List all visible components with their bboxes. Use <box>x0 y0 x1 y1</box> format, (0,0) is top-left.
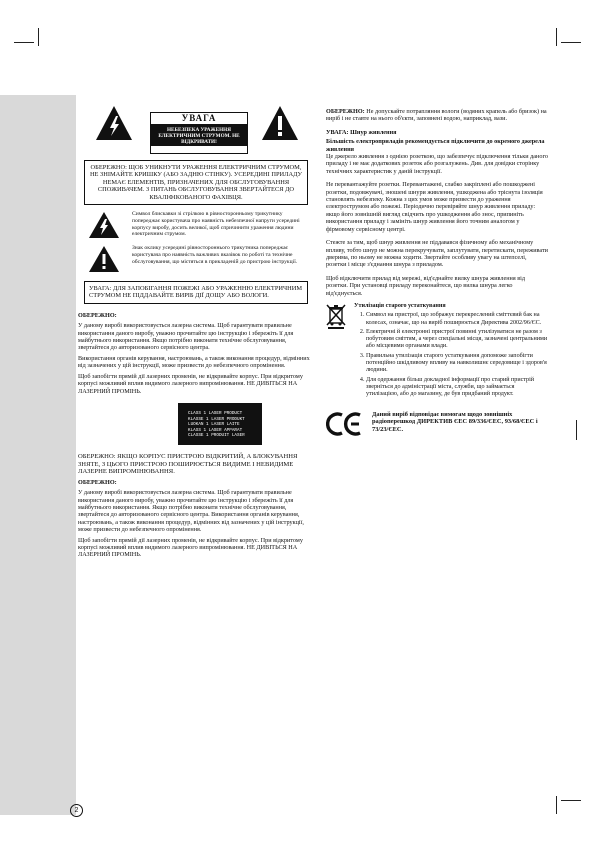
laser-label-line: LUOKAN 1 LASER LAITE <box>188 422 240 428</box>
crop-mark <box>38 28 39 46</box>
ce-mark-icon <box>326 411 364 437</box>
ce-compliance <box>326 411 548 439</box>
list-item: 1. Символ на пристрої, що зображує перекреслений сміттєвий бак на колесах, означає, що на виріб поширюється Директива 2002/96/ЄС. <box>366 312 548 327</box>
power-cord-paragraph: Це джерело живлення з однією розеткою, що забезпечує підключення тільки даного приладу і не має додаткових розеток або розгалужень. Див. для довідки сторінку технічних характеристик у даній інструкції. <box>326 153 548 175</box>
fire-warning-box: УВАГА: ДЛЯ ЗАПОБІГАННЯ ПОЖЕЖІ АБО УРАЖЕННЮ ЕЛЕКТРИЧНИМ СТРУМОМ НЕ ПІДДАВАЙТЕ ВИРІБ ДІЇ ДОЩУ АБО ВОЛОГИ. <box>84 281 308 304</box>
exclamation-text: Знак оклику усередині рівностороннього трикутника попереджає користувача про наявність важливих вказівок по роботі та технічне обслуговування, що містяться в прикладеній до пристрою інструкції. <box>132 245 298 265</box>
disposal-section <box>326 303 548 401</box>
disposal-list <box>354 312 548 398</box>
power-cord-subheading: Більшість електроприладів рекомендується підключити до окремого джерела живлення <box>326 138 545 153</box>
exclamation-icon <box>88 245 120 273</box>
list-item: 2. Електричні й електронні пристрої повинні утилізуватися не разом з побутовим сміттям, а через спеціальні місця, зазначені центральними або місцевими органами влади. <box>366 329 548 351</box>
crop-mark <box>556 28 557 46</box>
moisture-heading: ОБЕРЕЖНО: <box>326 108 365 115</box>
list-item: 3. Правильна утилізація старого устаткування допоможе запобігти потенційно шкідливому впливу на навколишнє середовище і здоров'я людини. <box>366 353 548 375</box>
list-item: 4. Для одержання більш докладної інформації про старий пристрій зверніться до адміністрації міста, служби, що займається утилізацією, або до магазину, де був придбаний продукт. <box>366 377 548 399</box>
crop-mark <box>556 796 557 814</box>
power-cord-paragraph: Не перевантажуйте розетки. Перевантажені, слабко закріплені або пошкоджені розетки, подовжувачі, зношені шнури живлення, ушкоджена або тріснута ізоляція становлять небезпеку. Кожна з цих умов може призвести до ураження електрострумом або пожежі. Періодично перевіряйте шнур живлення приладу: якщо його зовнішній вигляд свідчить про ушкодження або знос, припиніть використання приладу і замініть шнур живлення його точним аналогом у фірмовому сервісному центрі. <box>326 181 543 233</box>
disposal-body <box>354 303 548 401</box>
caution-paragraph: Щоб запобігти прямій дії лазерних променів, не відкривайте корпус. При відкритому корпусі можливий вплив видимого лазерного випромінювання. НЕ ДИВІТЬСЯ НА ЛАЗЕРНИЙ ПРОМІНЬ. <box>78 536 303 559</box>
crop-mark <box>561 800 581 801</box>
caution-heading: ОБЕРЕЖНО: <box>78 478 117 486</box>
lightning-explanation <box>78 211 314 239</box>
laser-label-line: KLASSE 1 LASER PRODUKT <box>188 416 245 422</box>
lightning-text: Символ блискавки зі стрілкою в рівносторонньому трикутнику попереджає користувача про наявність небезпечної напруги усередині корпусу виробу, досить великої, щоб спричинити ураження людини електричним струмом. <box>132 211 300 238</box>
laser-label-line: CLASS 1 LASER PRODUCT <box>188 410 243 416</box>
page-number: 2 <box>70 804 83 817</box>
crop-mark <box>561 42 581 43</box>
caution-paragraph: У даному виробі використовується лазерна система. Щоб гарантувати правильне використання даного виробу, уважно прочитайте цю інструкцію і збережіть її для майбутнього використання. Якщо потрібно виконати технічне обслуговування, звертайтеся до авторизованого сервісного центра. Використання органів керування, настроювань, а також виконання процедур, відмінних від зазначених у цій інструкції, може призвести до небезпечного опромінення. <box>78 489 304 534</box>
right-column <box>326 108 548 439</box>
caution-box: ОБЕРЕЖНО: ЩОБ УНИКНУТИ УРАЖЕННЯ ЕЛЕКТРИЧНИМ СТРУМОМ, НЕ ЗНІМАЙТЕ КРИШКУ (АБО ЗАДНЮ СТІНКУ). УСЕРЕДИНІ ПРИЛАДУ НЕМАЄ ЕЛЕМЕНТІВ, ПРИЗНАЧЕНИХ ДЛЯ ОБСЛУГОВУВАННЯ СПОЖИВАЧЕМ. З ПИТАНЬ ОБСЛУГОВУВАННЯ ЗВЕРТАЙТЕСЯ ДО КВАЛІФІКОВАНОГО ФАХІВЦЯ. <box>84 160 308 205</box>
uvaga-title: УВАГА <box>181 113 217 123</box>
shock-warning-text: НЕБЕЗПЕКА УРАЖЕННЯ ЕЛЕКТРИЧНИМ СТРУМОМ. НЕ ВІДКРИВАТИ! <box>151 124 247 146</box>
open-case-warning: ОБЕРЕЖНО: ЯКЩО КОРПУС ПРИСТРОЮ ВІДКРИТИЙ, А БЛОКУВАННЯ ЗНЯТЕ, З ЦЬОГО ПРИСТРОЮ ПОШИРЮЄТЬСЯ ВИДИМЕ І НЕВИДИМЕ ЛАЗЕРНЕ ВИПРОМІНЮВАННЯ. <box>78 452 298 476</box>
exclamation-explanation <box>78 245 314 273</box>
uvaga-label <box>150 112 248 154</box>
lightning-icon <box>88 211 120 239</box>
caution-heading: ОБЕРЕЖНО: <box>78 311 117 319</box>
laser-label-line: KLASS 1 LASER APPARAT <box>188 427 243 433</box>
ce-logo-wrap <box>326 411 372 439</box>
crossed-bin-icon <box>326 303 346 329</box>
caution-paragraph: У даному виробі використовується лазерна система. Щоб гарантувати правильне використання даного виробу, уважно прочитайте цю інструкцію і збережіть її для майбутнього використання. Якщо потрібно виконати технічне обслуговування, звертайтеся до авторизованого сервісного центра. <box>78 322 294 352</box>
crop-mark <box>576 420 577 440</box>
caution-paragraph: Використання органів керування, настроювань, а також виконання процедур, відмінних від зазначених у цій інструкції, може призвести до небезпечного опромінення. <box>78 354 310 370</box>
disposal-icon-wrap <box>326 303 354 401</box>
ce-text: Даний виріб відповідає вимогам щодо зовнішніх радіоперешкод ДИРЕКТИВ ЄЕС 89/336/ЄЕС, 93/68/ЄЕС і 73/23/ЄЕС. <box>372 410 538 433</box>
left-column <box>78 98 314 562</box>
warning-header <box>78 98 314 150</box>
side-margin-bar <box>0 95 76 815</box>
power-cord-heading: УВАГА: Шнур живлення <box>326 128 397 136</box>
caution-paragraph: Щоб запобігти прямій дії лазерних променів, не відкривайте корпус. При відкритому корпусі можливий вплив видимого лазерного випромінювання. НЕ ДИВІТЬСЯ НА ЛАЗЕРНИЙ ПРОМІНЬ. <box>78 372 303 395</box>
power-cord-paragraph: Стежте за тим, щоб шнур живлення не піддавався фізичному або механічному впливу, тобто шнур не можна перекручувати, заплутувати, перетискати, переживати дверима, по ньому не можна ходити. Звертайте особливу увагу на штепселі, розетки і місце з'єднання шнура з приладом. <box>326 239 548 269</box>
lightning-warning-icon <box>94 104 134 142</box>
crop-mark <box>14 42 34 43</box>
laser-label-line: CLASSE 1 PRODUIT LASER <box>188 433 245 439</box>
exclamation-warning-icon <box>260 104 300 142</box>
moisture-warning <box>326 108 548 123</box>
disposal-heading: Утилізація старого устаткування <box>354 302 446 309</box>
moisture-text: Не допускайте потрапляння вологи (водяних крапель або бризок) на виріб і не ставте на нього об'єкти, заповнені водою, наприклад, вази. <box>326 108 547 123</box>
laser-product-label <box>178 403 262 445</box>
power-cord-paragraph: Щоб відключити прилад від мережі, від'єднайте вилку шнура живлення від розетки. При установці приладу переконайтеся, що вилка шнура легко від'єднується. <box>326 274 526 297</box>
